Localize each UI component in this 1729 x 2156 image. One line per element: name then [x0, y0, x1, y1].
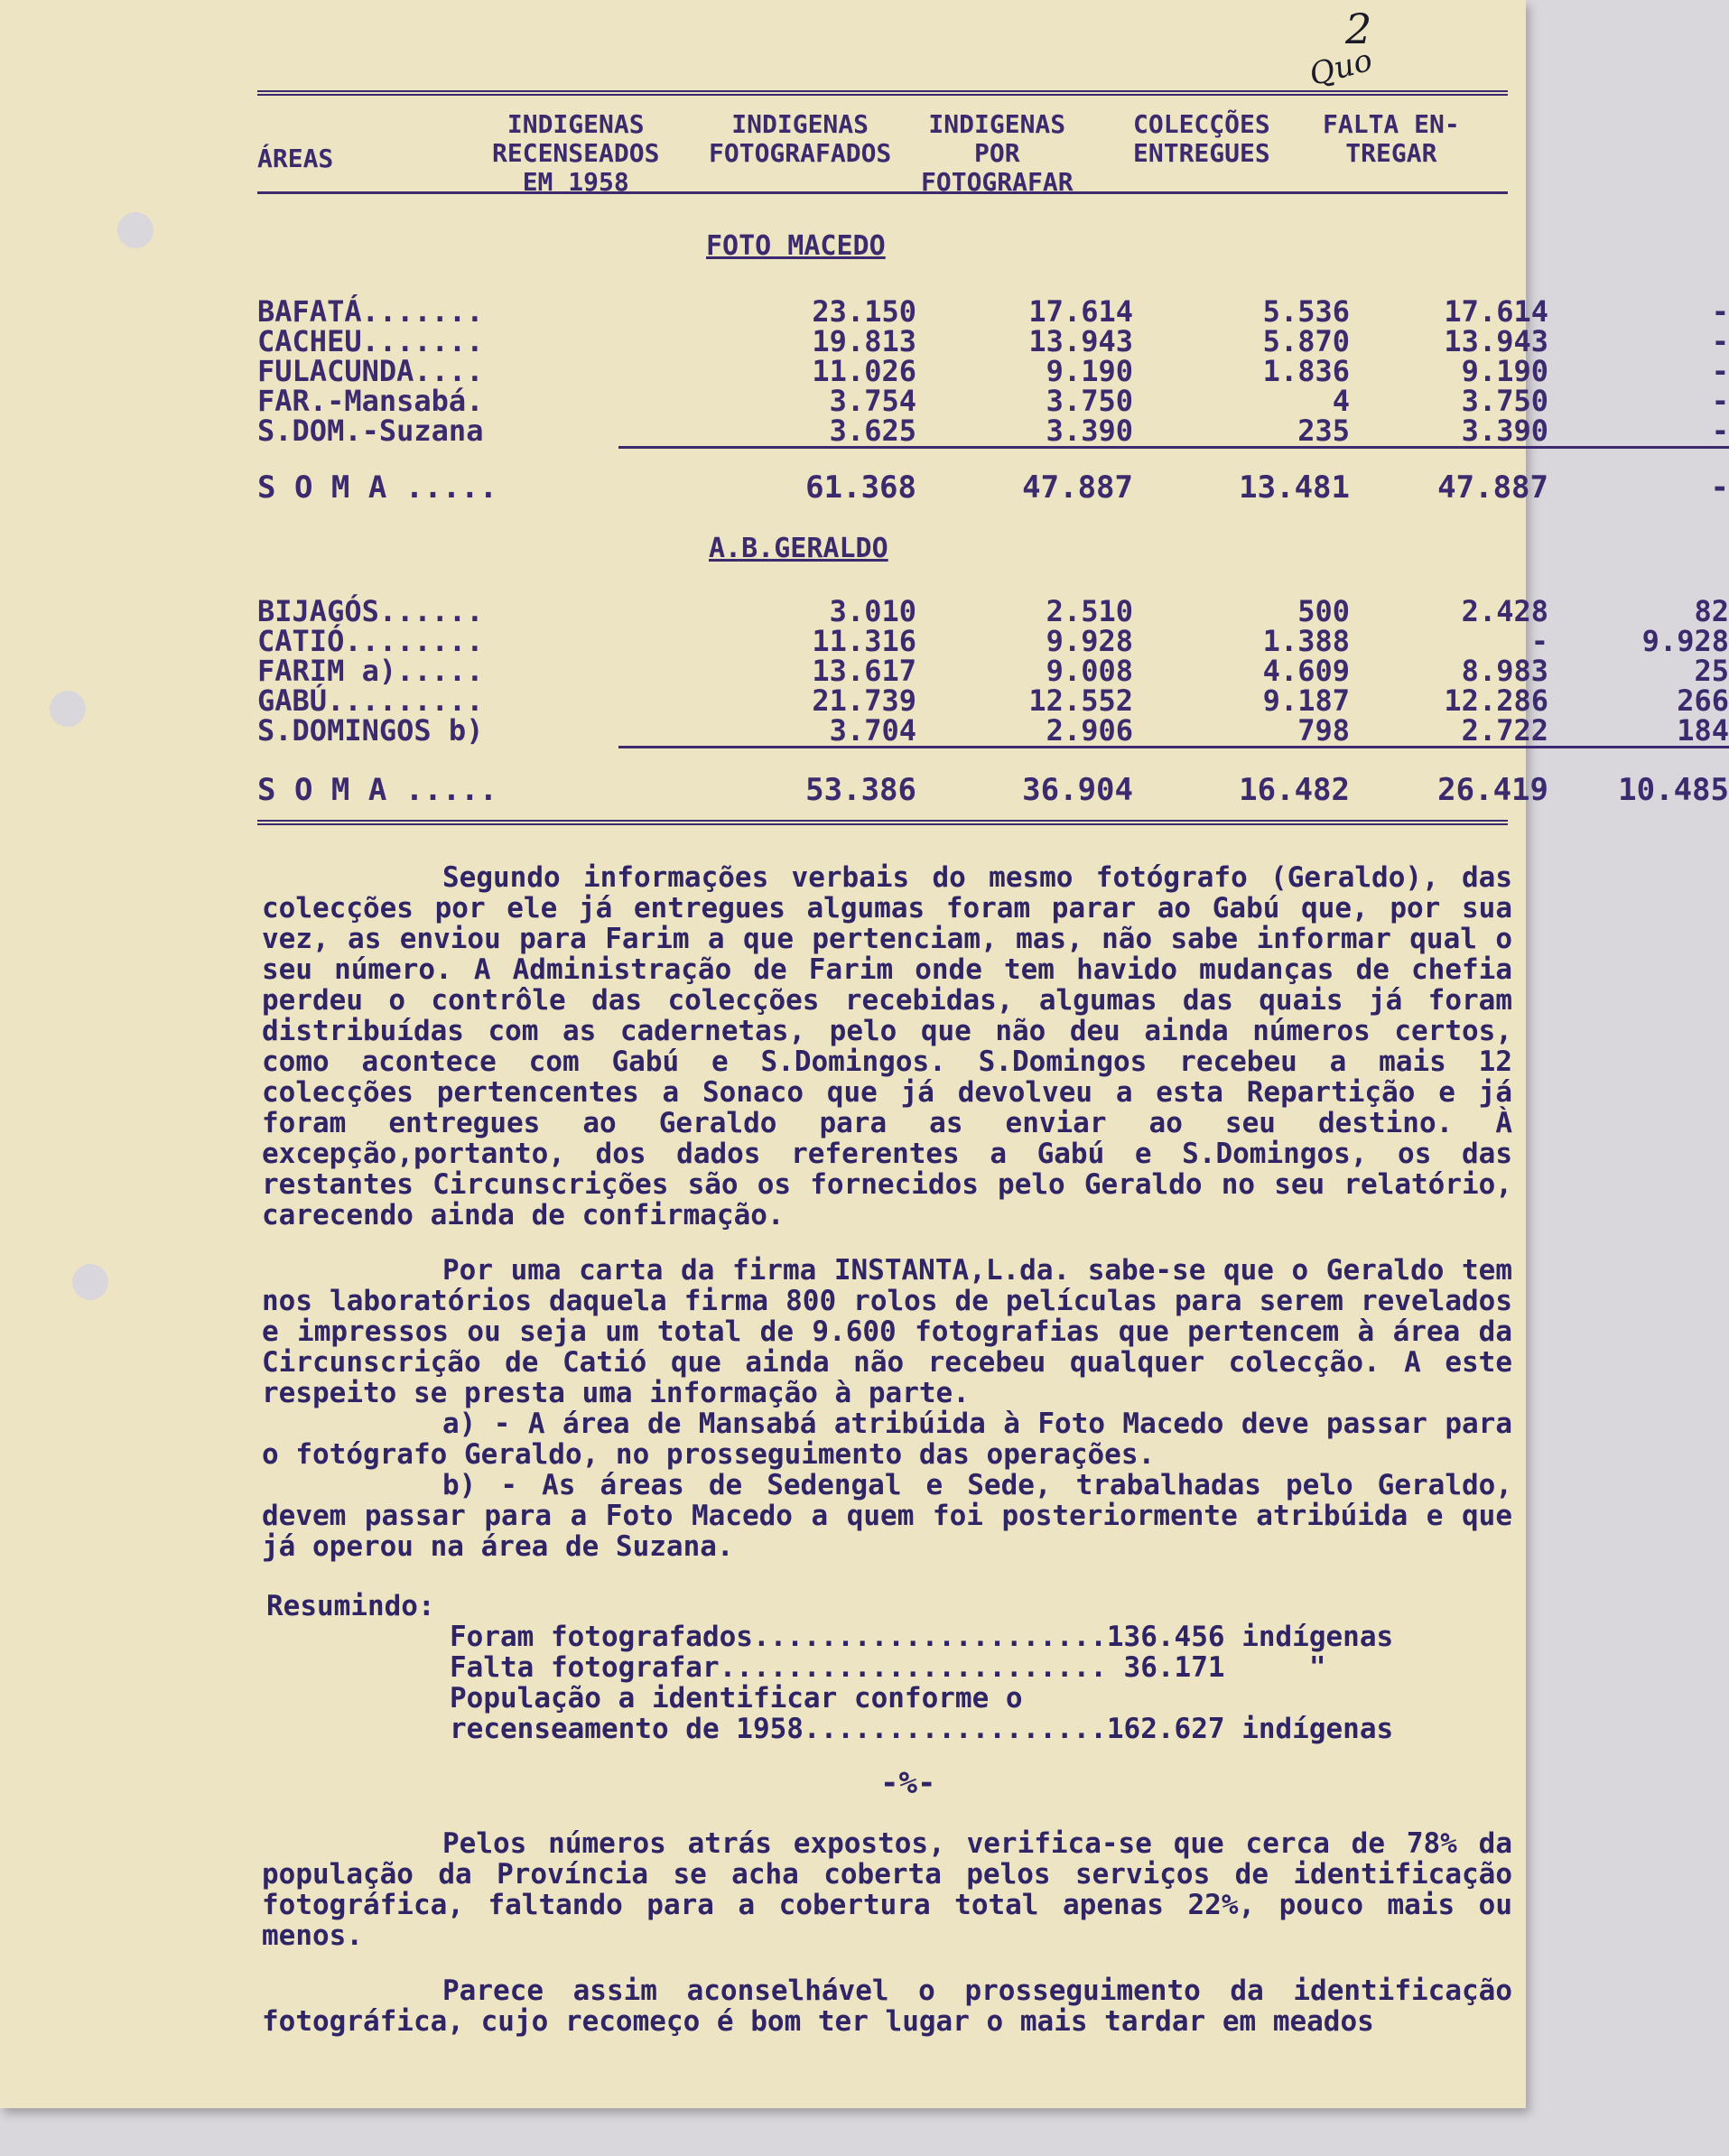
handwritten-initials: Quo: [1306, 42, 1377, 94]
section-title-foto-macedo: FOTO MACEDO: [706, 230, 886, 262]
header-entregues: COLECÇÕES ENTREGUES: [1133, 109, 1270, 168]
top-rule: [257, 90, 1508, 96]
table-row: FULACUNDA.... 11.026 9.190 1.836 9.190 -: [257, 354, 1729, 388]
paragraph-coverage: Pelos números atrás expostos, verifica-se que cerca de 78% da população da Província se acha coberta pelos serviços de identificação fotográfica, faltando para a cobertura total apenas 22%, pouco mais ou menos.: [262, 1827, 1512, 1952]
header-fotografados: INDIGENAS FOTOGRAFADOS: [709, 109, 892, 168]
resumo-line-recenseamento: recenseamento de 1958..................162.627 indígenas: [450, 1713, 1394, 1745]
table-row: CACHEU....... 19.813 13.943 5.870 13.943 -: [257, 324, 1729, 358]
section-separator: -%-: [880, 1765, 936, 1801]
sum-row-foto-macedo: S O M A ..... 61.368 47.887 13.481 47.887 -: [257, 469, 1729, 506]
table-row: GABÚ......... 21.739 12.552 9.187 12.286 266: [257, 683, 1729, 718]
table-row: FARIM a)..... 13.617 9.008 4.609 8.983 25: [257, 654, 1729, 688]
header-por-fotografar: INDIGENAS POR FOTOGRAFAR: [921, 109, 1074, 197]
resumo-line-populacao: População a identificar conforme o: [450, 1682, 1023, 1715]
resumo-line-falta: Falta fotografar....................... 36.171 ": [450, 1651, 1326, 1684]
sum-row-ab-geraldo: S O M A ..... 53.386 36.904 16.482 26.419 10.485: [257, 772, 1729, 808]
table-row: BIJAGÓS...... 3.010 2.510 500 2.428 82: [257, 594, 1729, 628]
paragraph-geraldo-info: Segundo informações verbais do mesmo fotógrafo (Geraldo), das colecções por ele já entregues algumas foram parar ao Gabú que, por sua vez, as enviou para Farim a que pertenciam, mas, não sabe informar qual o seu número. A Administração de Farim onde tem havido mudanças de chefia perdeu o contrôle das colecções recebidas, algumas das quais já foram distribuídas com as cadernetas, pelo que não deu ainda números certos, como acontece com Gabú e S.Domingos. S.Domingos recebeu a mais 12 colecções pertencentes a Sonaco que já devolveu a esta Repartição e já foram entregues ao Geraldo para as enviar ao seu destino. À excepção,portanto, dos dados referentes a Gabú e S.Domingos, os das restantes Circunscrições são os fornecidos pelo Geraldo no seu relatório, carecendo ainda de confirmação.: [262, 861, 1512, 1231]
table-row: CATIÓ........ 11.316 9.928 1.388 - 9.928: [257, 624, 1729, 658]
table-row: S.DOMINGOS b) 3.704 2.906 798 2.722 184: [257, 713, 1729, 748]
header-rule: [257, 191, 1508, 194]
header-recenseados: INDIGENAS RECENSEADOS EM 1958: [492, 109, 660, 197]
punch-hole-lower: [72, 1264, 108, 1300]
paragraph-recommendation: Parece assim aconselhável o prosseguimento da identificação fotográfica, cujo recomeço é bom ter lugar o mais tardar em meados: [262, 1975, 1512, 2038]
note-a: a) - A área de Mansabá atribúida à Foto Macedo deve passar para o fotógrafo Geraldo, no prosseguimento das operações.: [262, 1408, 1512, 1471]
paragraph-instanta: Por uma carta da firma INSTANTA,L.da. sabe-se que o Geraldo tem nos laboratórios daquela firma 800 rolos de películas para serem revelados e impressos ou seja um total de 9.600 fotografias que pertencem à área da Circunscrição de Catió que ainda não recebeu qualquer colecção. A este respeito se presta uma informação à parte.: [262, 1254, 1512, 1409]
note-b: b) - As áreas de Sedengal e Sede, trabalhadas pelo Geraldo, devem passar para a Foto Macedo a quem foi posteriormente atribúida e que já operou na área de Suzana.: [262, 1469, 1512, 1563]
resumo-heading: Resumindo:: [266, 1590, 435, 1622]
resumo-line-fotografados: Foram fotografados.....................136.456 indígenas: [450, 1621, 1394, 1653]
table-row: S.DOM.-Suzana 3.625 3.390 235 3.390 -: [257, 414, 1729, 448]
punch-hole-top: [117, 212, 153, 248]
header-falta-entregar: FALTA EN- TREGAR: [1323, 109, 1460, 168]
table-bottom-rule: [257, 820, 1508, 825]
page-number: 2: [1345, 5, 1372, 53]
table-row: BAFATÁ....... 23.150 17.614 5.536 17.614 -: [257, 294, 1729, 329]
header-areas: ÁREAS: [257, 144, 334, 173]
table-row: FAR.-Mansabá. 3.754 3.750 4 3.750 -: [257, 384, 1729, 418]
section-title-ab-geraldo: A.B.GERALDO: [709, 533, 888, 564]
punch-hole-middle: [50, 691, 86, 727]
